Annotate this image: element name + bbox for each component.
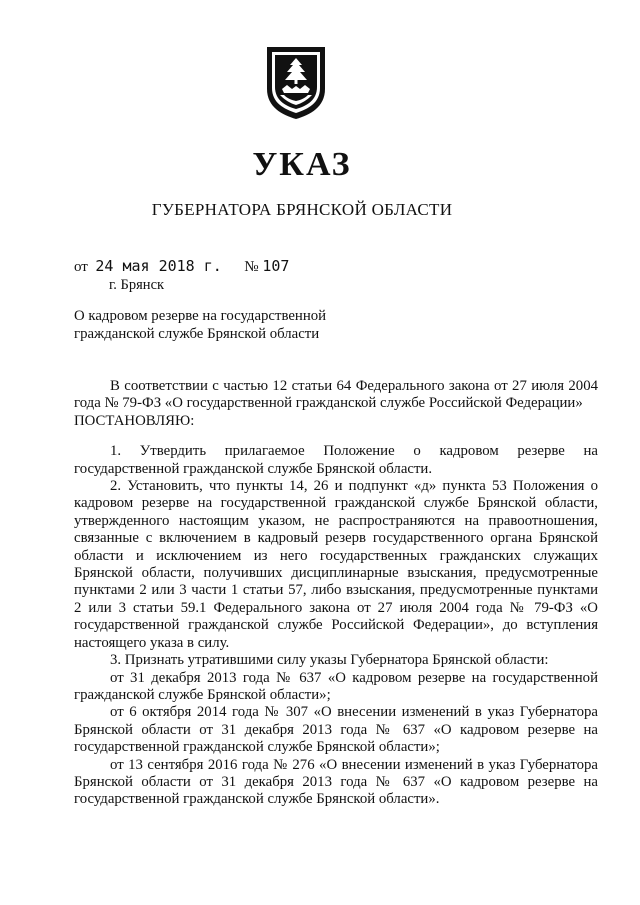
document-title: УКАЗ bbox=[252, 146, 352, 183]
bryansk-coat-of-arms-icon bbox=[264, 45, 328, 121]
number-prefix: № bbox=[244, 259, 259, 275]
decree-date: 24 мая 2018 г. bbox=[95, 257, 222, 275]
decree-word: ПОСТАНОВЛЯЮ: bbox=[74, 412, 195, 429]
repealed-decree-1: от 31 декабря 2013 года № 637 «О кадровом резерве на государственной гражданской службе Брянской области»; bbox=[74, 669, 598, 703]
decree-item-2: 2. Установить, что пункты 14, 26 и подпункт «д» пункта 53 Положения о кадровом резерве на государственной гражданской службе Брянской области, утвержденного настоящим указом, не распространяются на правоотношения, связанные с включением в кадровый резерв государственного органа Брянской области и исключением из него государственных гражданских служащих Брянской области, получивших дисциплинарные взыскания, предусмотренные пунктами 2 или 3 части 1 статьи 57, либо взыскания, предусмотренные пунктами 2 или 3 статьи 59.1 Федерального закона от 27 июля 2004 года № 79-ФЗ «О государственной гражданской службе Российской Федерации», до вступления настоящего указа в силу. bbox=[74, 478, 598, 651]
decree-item-1: 1. Утвердить прилагаемое Положение о кадровом резерве на государственной гражданской службе Брянской области. bbox=[74, 443, 598, 477]
decree-date-number bbox=[74, 257, 289, 276]
preamble: В соответствии с частью 12 статьи 64 Федерального закона от 27 июля 2004 года № 79-ФЗ «О государственной гражданской службе Российской Федерации» bbox=[74, 378, 598, 412]
decree-city: г. Брянск bbox=[109, 277, 165, 293]
decree-number: 107 bbox=[262, 257, 290, 275]
decree-body bbox=[74, 378, 598, 809]
repealed-decree-2: от 6 октября 2014 года № 307 «О внесении изменений в указ Губернатора Брянской области от 31 декабря 2013 года № 637 «О кадровом резерве на государственной гражданской службе Брянской области»; bbox=[74, 704, 598, 756]
decree-subject: О кадровом резерве на государственной гражданской службе Брянской области bbox=[74, 308, 327, 342]
repealed-decree-3: от 13 сентября 2016 года № 276 «О внесении изменений в указ Губернатора Брянской области от 31 декабря 2013 года № 637 «О кадровом резерве на государственной гражданской службе Брянской области». bbox=[74, 756, 598, 808]
document-issuer: ГУБЕРНАТОРА БРЯНСКОЙ ОБЛАСТИ bbox=[151, 200, 453, 219]
date-prefix: от bbox=[74, 259, 88, 275]
decree-item-3: 3. Признать утратившими силу указы Губернатора Брянской области: bbox=[110, 652, 549, 669]
